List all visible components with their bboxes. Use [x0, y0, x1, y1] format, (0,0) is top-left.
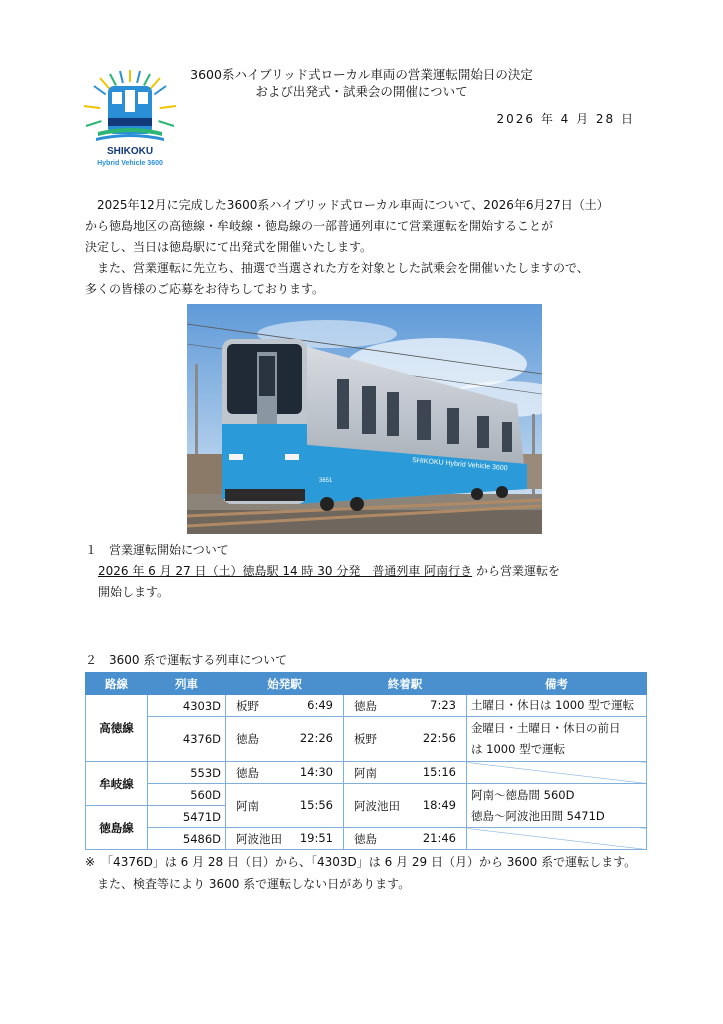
intro-paragraph	[85, 195, 645, 300]
document-title-line2: および出発式・試乗会の開催について	[255, 84, 468, 99]
origin-cell	[226, 762, 344, 784]
origin-station: 板野	[236, 698, 259, 713]
train-body-text: SHIKOKU Hybrid Vehicle 3600	[411, 457, 508, 473]
destination-cell	[344, 717, 467, 762]
arrival-time: 18:49	[422, 797, 456, 812]
column-header-remarks: 備考	[467, 673, 647, 695]
departure-time: 19:51	[299, 830, 333, 845]
first-service-detail: 2026 年 6 月 27 日（土）徳島駅 14 時 30 分発 普通列車 阿南行き	[98, 564, 473, 578]
train-number: 4303D	[148, 695, 226, 717]
column-header-destination: 終着駅	[344, 673, 467, 695]
train-photo	[187, 304, 542, 534]
train-number: 5486D	[148, 828, 226, 850]
column-header-line: 路線	[86, 673, 148, 695]
origin-cell	[226, 717, 344, 762]
destination-station: 徳島	[354, 831, 377, 846]
logo-sub-text: Hybrid Vehicle 3600	[97, 160, 163, 167]
line-mugi: 牟岐線	[86, 762, 148, 806]
origin-cell	[226, 784, 344, 828]
intro-text-line: から徳島地区の高徳線・牟岐線・徳島線の一部普通列車にて営業運転を開始することが	[85, 219, 554, 233]
section2-heading: ２ 3600 系で運転する列車について	[85, 653, 288, 667]
remark-cell: 土曜日・休日は 1000 型で運転	[467, 695, 647, 717]
table-row	[86, 695, 647, 717]
train-number: 5471D	[148, 806, 226, 828]
remark-line: 金曜日・土曜日・休日の前日	[471, 721, 621, 735]
section1-heading: １ 営業運転開始について	[85, 543, 229, 557]
remark-cell-empty	[467, 828, 647, 850]
table-header-row	[86, 673, 647, 695]
intro-text-line: 多くの皆様のご応募をお待ちしております。	[85, 282, 325, 296]
document-title-line1: 3600系ハイブリッド式ローカル車両の営業運転開始日の決定	[190, 67, 533, 82]
destination-station: 阿波池田	[354, 798, 400, 813]
table-row	[86, 717, 647, 762]
departure-time: 14:30	[299, 764, 333, 779]
document-date: 2026 年 4 月 28 日	[496, 112, 635, 126]
origin-cell	[226, 695, 344, 717]
arrival-time: 15:16	[422, 764, 456, 779]
column-header-origin: 始発駅	[226, 673, 344, 695]
destination-cell	[344, 784, 467, 828]
arrival-time: 22:56	[422, 731, 456, 745]
destination-cell	[344, 695, 467, 717]
train-number: 553D	[148, 762, 226, 784]
origin-station: 阿南	[236, 798, 259, 813]
intro-text-line: 2025年12月に完成した3600系ハイブリッド式ローカル車両について、2026年6月27日（土）	[85, 198, 609, 212]
section1-detail	[98, 561, 560, 581]
arrival-time: 21:46	[422, 830, 456, 845]
line-kotoku: 高徳線	[86, 695, 148, 762]
car-number-text: 3651	[319, 478, 333, 484]
origin-station: 徳島	[236, 732, 259, 746]
departure-time: 6:49	[307, 697, 333, 712]
destination-station: 阿南	[354, 765, 377, 780]
section1-line2: 開始します。	[98, 585, 170, 599]
destination-cell	[344, 828, 467, 850]
train-schedule-table	[85, 672, 647, 850]
departure-time: 15:56	[299, 797, 333, 812]
remark-cell	[467, 784, 647, 828]
first-service-suffix: から営業運転を	[472, 564, 560, 578]
remark-cell	[467, 717, 647, 762]
note-line1: ※ 「4376D」は 6 月 28 日（日）から、「4303D」は 6 月 29 日（月）から 3600 系で運転します。	[85, 855, 637, 869]
remark-line: 徳島～阿波池田間 5471D	[471, 808, 605, 823]
intro-text-line: また、営業運転に先立ち、抽選で当選された方を対象とした試乗会を開催いたしますので、	[85, 261, 589, 275]
line-tokushima: 徳島線	[86, 806, 148, 850]
departure-time: 22:26	[299, 731, 333, 745]
train-number: 4376D	[148, 717, 226, 762]
table-row	[86, 762, 647, 784]
intro-text-line: 決定し、当日は徳島駅にて出発式を開催いたします。	[85, 240, 373, 254]
note-line2: また、検査等により 3600 系で運転しない日があります。	[85, 877, 411, 891]
table-row	[86, 828, 647, 850]
remark-line: は 1000 型で運転	[471, 742, 566, 756]
origin-cell	[226, 828, 344, 850]
hybrid-train-illustration	[187, 304, 542, 534]
destination-station: 徳島	[354, 698, 377, 713]
arrival-time: 7:23	[430, 697, 456, 712]
logo-brand-text: SHIKOKU	[106, 146, 154, 157]
remark-line: 阿南～徳島間 560D	[471, 787, 575, 802]
column-header-train: 列車	[148, 673, 226, 695]
destination-cell	[344, 762, 467, 784]
destination-station: 板野	[354, 732, 377, 746]
origin-station: 徳島	[236, 765, 259, 780]
train-number: 560D	[148, 784, 226, 806]
table-row	[86, 784, 647, 806]
remark-cell-empty	[467, 762, 647, 784]
origin-station: 阿波池田	[236, 831, 282, 846]
